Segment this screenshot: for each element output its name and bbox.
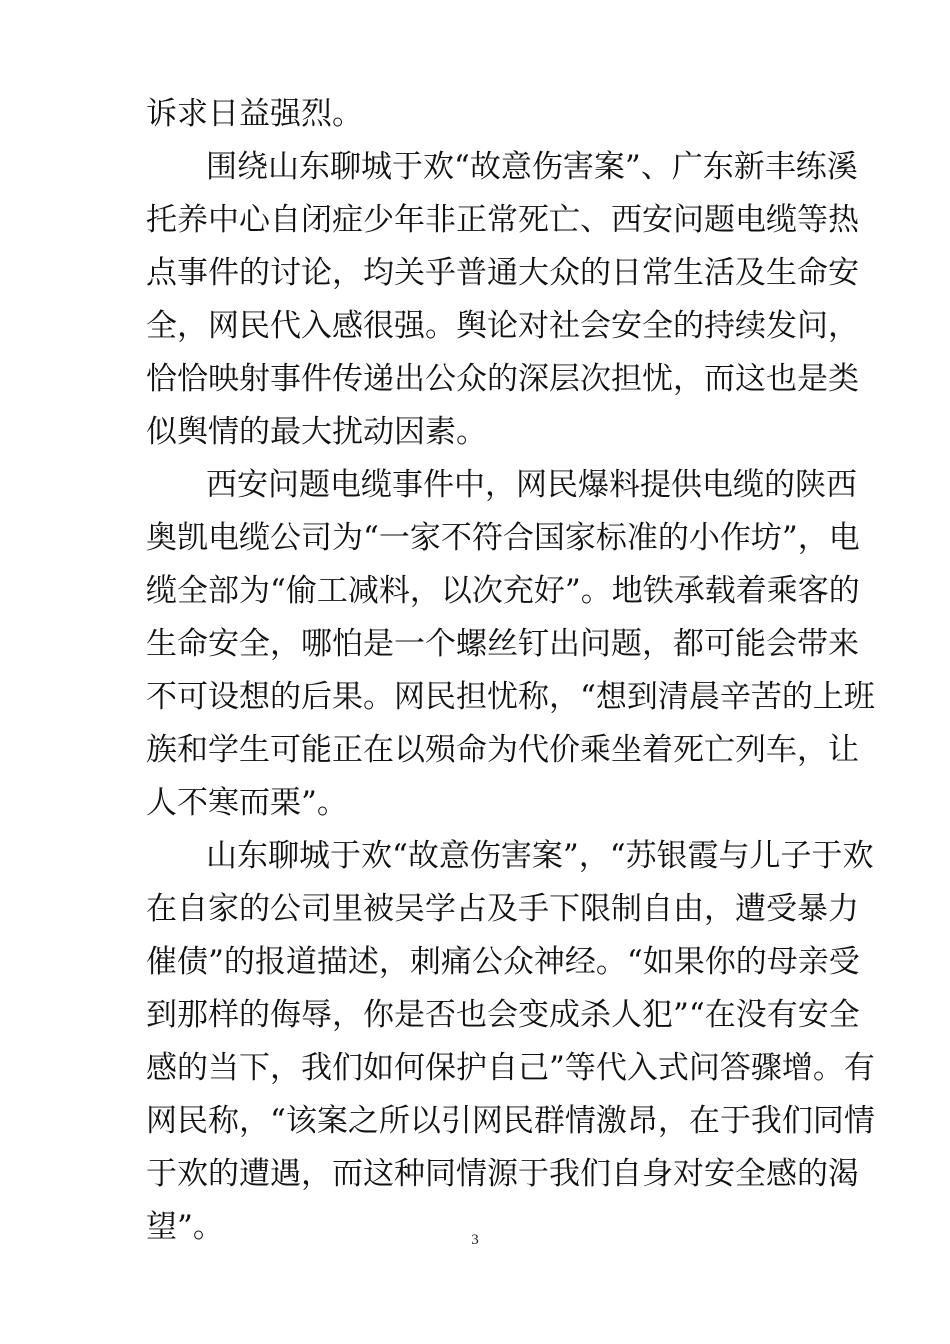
text-line: 西安问题电缆事件中，网民爆料提供电缆的陕西 — [206, 467, 857, 503]
text-line: 恰恰映射事件传递出公众的深层次担忧，而这也是类 — [146, 361, 859, 397]
text-line: 山东聊城于欢“故意伤害案”，“苏银霞与儿子于欢 — [206, 838, 874, 874]
text-line: 网民称，“该案之所以引网民群情激昂，在于我们同情 — [146, 1103, 875, 1139]
text-line: 到那样的侮辱，你是否也会变成杀人犯”“在没有安全 — [146, 997, 860, 1033]
text-line: 缆全部为“偷工减料，以次充好”。地铁承载着乘客的 — [146, 573, 860, 609]
text-line: 全，网民代入感很强。舆论对社会安全的持续发问， — [146, 308, 859, 344]
text-line: 点事件的讨论，均关乎普通大众的日常生活及生命安 — [146, 255, 859, 291]
text-line: 感的当下，我们如何保护自己”等代入式问答骤增。有 — [146, 1050, 875, 1086]
text-line: 似舆情的最大扰动因素。 — [146, 414, 487, 450]
text-line: 围绕山东聊城于欢“故意伤害案”、广东新丰练溪 — [206, 149, 858, 185]
text-line: 在自家的公司里被吴学占及手下限制自由，遭受暴力 — [146, 891, 859, 927]
text-line: 托养中心自闭症少年非正常死亡、西安问题电缆等热 — [146, 202, 859, 238]
text-line: 族和学生可能正在以殒命为代价乘坐着死亡列车，让 — [146, 732, 859, 768]
body-text — [146, 88, 875, 1254]
text-line: 生命安全，哪怕是一个螺丝钉出问题，都可能会带来 — [146, 626, 859, 662]
text-line: 催债”的报道描述，刺痛公众神经。“如果你的母亲受 — [146, 944, 860, 980]
text-line: 望”。 — [146, 1209, 224, 1245]
text-line: 人不寒而栗”。 — [146, 785, 348, 821]
text-line: 诉求日益强烈。 — [146, 96, 363, 132]
text-line: 奥凯电缆公司为“一家不符合国家标准的小作坊”，电 — [146, 520, 860, 556]
page-number: 3 — [471, 1232, 479, 1248]
text-line: 于欢的遭遇，而这种同情源于我们自身对安全感的渴 — [146, 1156, 859, 1192]
text-line: 不可设想的后果。网民担忧称，“想到清晨辛苦的上班 — [146, 679, 875, 715]
